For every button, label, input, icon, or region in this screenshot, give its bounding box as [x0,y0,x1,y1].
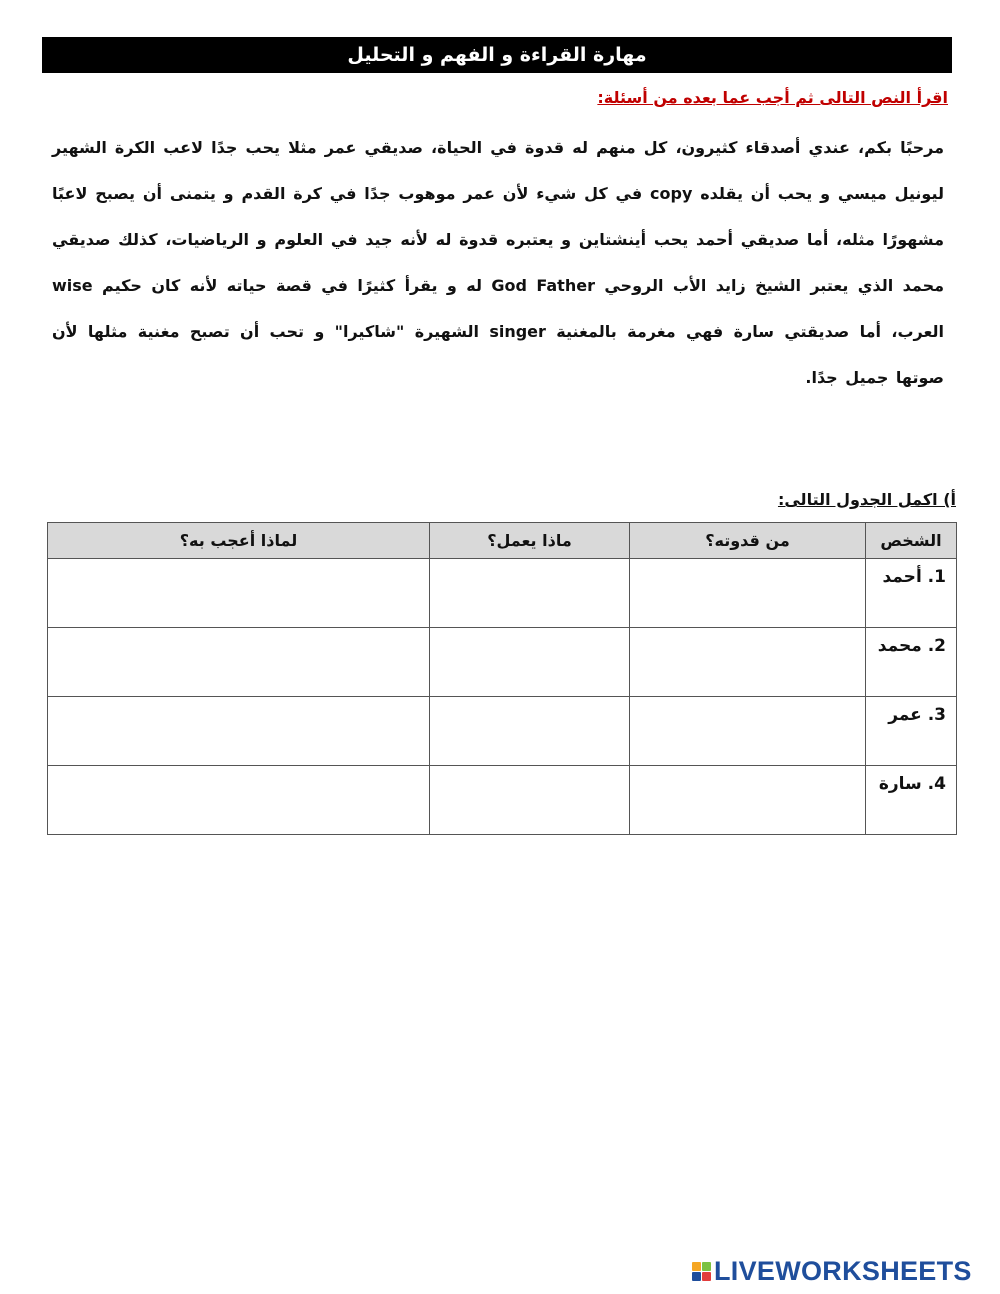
page-title-bar [42,37,952,73]
logo-text: LIVEWORKSHEETS [714,1255,972,1286]
liveworksheets-logo-icon [692,1262,711,1281]
answer-field[interactable] [430,559,629,619]
person-name: 3. عمر [866,697,957,766]
answer-field[interactable] [430,766,629,826]
answer-field[interactable] [48,766,429,826]
passage-segment: في كل شيء لأن عمر موهوب جدًا في كرة القدم و يتمنى أن يصبح لاعبًا مشهورًا مثله، أما صديقي أحمد يحب أينشتاين و يعتبره قدوة له لأنه جيد في العلوم و الرياضيات، كذلك صديقي محمد الذي يعتبر الشيخ زايد الأب الروحي [52,184,945,295]
english-term: God Father [491,276,595,295]
answer-field[interactable] [430,697,629,757]
reason-cell[interactable] [48,628,430,697]
instruction-text: اقرأ النص التالى ثم أجب عما بعده من أسئلة: [597,88,948,107]
english-term: wise [52,276,93,295]
role-model-cell[interactable] [630,628,866,697]
table-row [48,628,957,697]
reading-passage [52,125,944,401]
person-name: 1. أحمد [866,559,957,628]
answer-field[interactable] [430,628,629,688]
table-row [48,697,957,766]
answer-field[interactable] [630,766,865,826]
table-header-row [48,523,957,559]
answer-field[interactable] [48,697,429,757]
liveworksheets-logo[interactable] [692,1256,972,1286]
occupation-cell[interactable] [430,628,630,697]
reason-cell[interactable] [48,559,430,628]
role-model-cell[interactable] [630,559,866,628]
answer-field[interactable] [630,559,865,619]
answer-field[interactable] [630,697,865,757]
answer-field[interactable] [630,628,865,688]
occupation-cell[interactable] [430,766,630,835]
role-model-cell[interactable] [630,766,866,835]
answer-field[interactable] [48,559,429,619]
page-title: مهارة القراءة و الفهم و التحليل [347,44,647,66]
english-term: singer [489,322,546,341]
passage-segment: الشهيرة "شاكيرا" و تحب أن تصبح مغنية مثلها لأن صوتها جميل جدًا. [52,322,944,387]
table-row [48,559,957,628]
header-reason: لماذا أعجب به؟ [48,523,430,559]
reason-cell[interactable] [48,697,430,766]
role-model-cell[interactable] [630,697,866,766]
answer-table [47,522,957,835]
reason-cell[interactable] [48,766,430,835]
passage-segment: مرحبًا بكم، عندي أصدقاء كثيرون، كل منهم له قدوة في الحياة، صديقي عمر مثلا يحب جدًا لاعب الكرة الشهير ليونيل ميسي و يحب أن يقلده [52,138,944,203]
header-person: الشخص [866,523,957,559]
occupation-cell[interactable] [430,697,630,766]
english-term: copy [650,184,693,203]
table-row [48,766,957,835]
passage-segment: له و يقرأ كثيرًا في قصة حياته لأنه كان حكيم [92,276,492,295]
person-name: 4. سارة [866,766,957,835]
answer-field[interactable] [48,628,429,688]
person-name: 2. محمد [866,628,957,697]
question-label: أ) اكمل الجدول التالى: [777,490,956,509]
header-occupation: ماذا يعمل؟ [430,523,630,559]
header-role-model: من قدوته؟ [630,523,866,559]
passage-segment: العرب، أما صديقتي سارة فهي مغرمة بالمغنية [545,322,945,341]
occupation-cell[interactable] [430,559,630,628]
